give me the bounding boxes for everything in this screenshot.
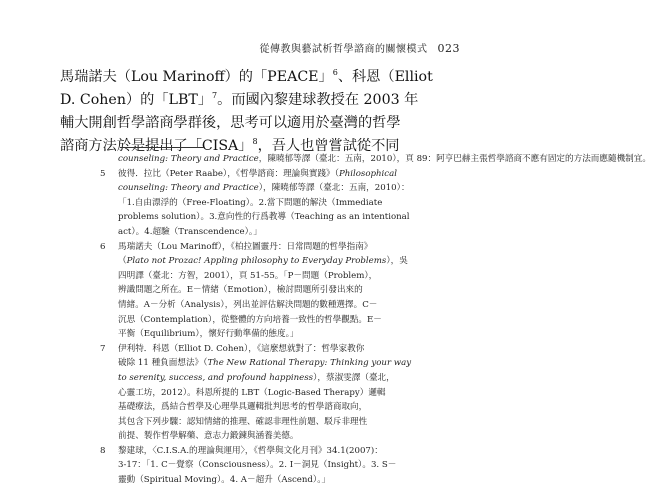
footnote-5: 5 彼得．拉比（Peter Raabe），《哲學諮商：理論與實踐》（Philosophical counseling: Theory and Practice），陳曉郁等譯（臺北：五南，2010）： 「1.自由漂浮的（Free-Floating）。2.當下問題的解決（Immediate problems solution）。3.意向性的行爲教導（Teaching as an intentional act）。4.超驗（Transcendence）。」 xyxy=(100,167,460,240)
running-header xyxy=(60,40,460,55)
footnote-number: 8 xyxy=(100,445,106,456)
body-line: 諮商方法於是提出了「CISA」$^8$，吾人也曾嘗試從不同 xyxy=(60,137,400,154)
footnote-7: 7 伊利特．科恩（Elliot D. Cohen），《這麼想就對了：哲學家教你 破除 11 種負面想法》（The New Rational Therapy: Thinking your way to serenity, success, and profound happiness），蔡淑雯譯（臺北， 心靈工坊，2012）。科恩所提的 LBT（Logic-Based Therapy）邏輯 基礎療法，爲結合哲學及心理學具邏輯批判思考的哲學諮商取向， 其包含下列步驟：認知情緒的推理、確認非理性前題、駁斥非理性 前提、製作哲學解藥、意志力鍛鍊與涵養美德。 xyxy=(100,342,460,444)
header-title: 從傳教與藝試析哲學諮商的關懷模式 xyxy=(259,44,428,55)
body-line: 輔大開創哲學諮商學群後，思考可以適用於臺灣的哲學 xyxy=(60,115,401,131)
footnotes xyxy=(100,152,651,488)
body-line: D. Cohen）的「LBT」$^7$。而國內黎建球教授在 2003 年 xyxy=(60,91,419,108)
body-line: 馬瑞諾夫（Lou Marinoff）的「PEACE」$^6$、科恩（Elliot xyxy=(60,68,433,85)
footnote-6: 6 馬瑞諾夫（Lou Marinoff），《柏拉圖靈丹：日常問題的哲學指南》 （Plato not Prozac! Appling philosophy to Everyday Problems），吳 四明譯（臺北：方智，2001），頁 51-55。「P－問題（Problem）， 辨識問題之所在。E－情緒（Emotion），檢討問題所引發出來的 情緒。A－分析（Analysis），列出並評估解決問題的數種選擇。C－ 沉思（Contemplation），從整體的方向培養一致性的哲學觀點。E－ 平衡（Equilibrium），懷好行動準備的態度。」 xyxy=(100,240,460,342)
page-number: 023 xyxy=(437,42,460,55)
footnote-ref: 7 xyxy=(212,91,218,100)
footnote-8: 8 黎建球，〈C.I.S.A.的理論與運用〉，《哲學與文化月刊》34.1(2007)： 3-17：「1. C－覺察（Consciousness）。2. I－洞見（Insight）。3. S－ 靈動（Spiritual Moving）。4. A－超升（Ascend）。」 xyxy=(100,444,460,488)
footnote-divider xyxy=(120,147,205,148)
footnote-ref: 8 xyxy=(252,137,258,146)
footnote-number: 5 xyxy=(100,168,106,179)
footnote-continuation: counseling: Theory and Practice，陳曉郁等譯（臺北：五南，2010）， 頁 89：阿亨巴赫主張哲學諮商不應有固定的方法而應隨機制宜。 xyxy=(118,154,651,164)
footnote-number: 6 xyxy=(100,241,106,252)
body-paragraph xyxy=(60,66,460,158)
footnote-number: 7 xyxy=(100,343,106,354)
footnote-ref: 6 xyxy=(332,68,338,77)
